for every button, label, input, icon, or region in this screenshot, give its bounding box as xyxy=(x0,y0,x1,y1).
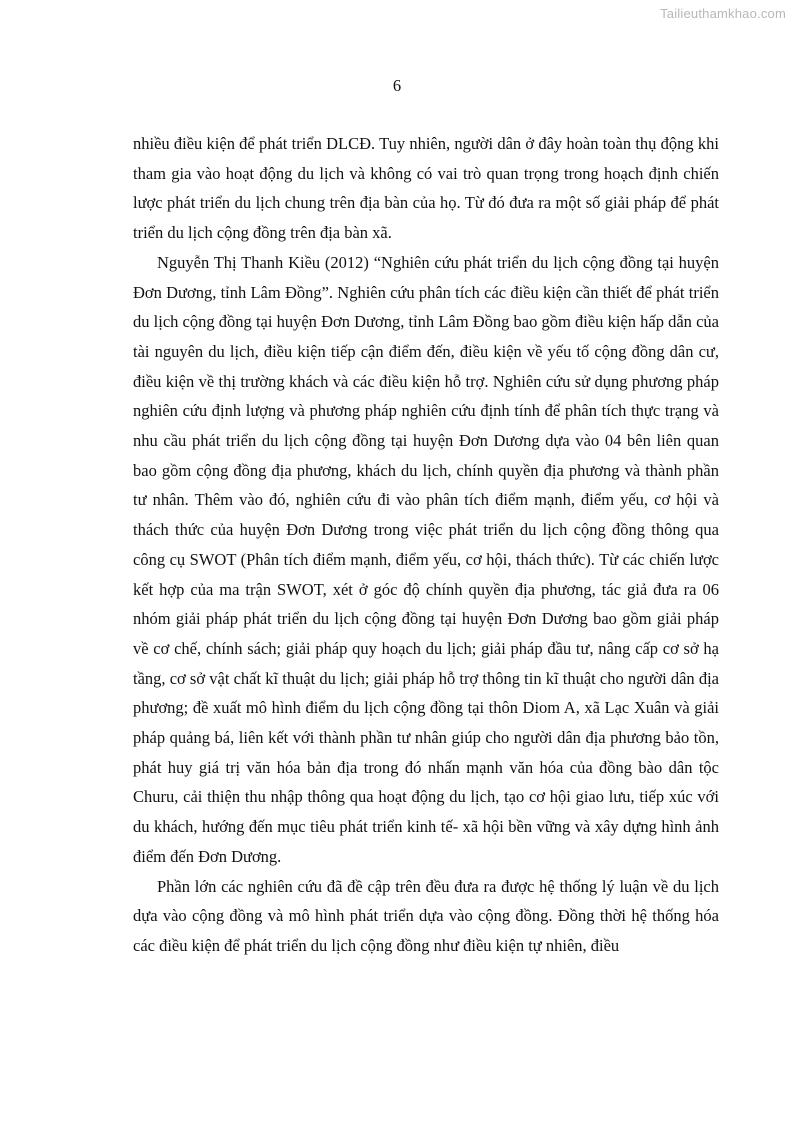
watermark-text: Tailieuthamkhao.com xyxy=(660,6,786,21)
document-body xyxy=(133,129,719,961)
paragraph-continuation: nhiều điều kiện để phát triển DLCĐ. Tuy nhiên, người dân ở đây hoàn toàn thụ động khi tham gia vào hoạt động du lịch và không có vai trò quan trọng trong hoạch định chiến lược phát triển du lịch chung trên địa bàn của họ. Từ đó đưa ra một số giải pháp để phát triển du lịch cộng đồng trên địa bàn xã. xyxy=(133,134,719,243)
paragraph-kieu-study: Nguyễn Thị Thanh Kiều (2012) “Nghiên cứu phát triển du lịch cộng đồng tại huyện Đơn Dương, tỉnh Lâm Đồng”. Nghiên cứu phân tích các điều kiện cần thiết để phát triển du lịch cộng đồng tại huyện Đơn Dương, tỉnh Lâm Đồng bao gồm điều kiện hấp dẫn của tài nguyên du lịch, điều kiện tiếp cận điểm đến, điều kiện về yếu tố cộng đồng dân cư, điều kiện về thị trường khách và các điều kiện hỗ trợ. Nghiên cứu sử dụng phương pháp nghiên cứu định lượng và phương pháp nghiên cứu định tính để phân tích thực trạng và nhu cầu phát triển du lịch cộng đồng tại huyện Đơn Dương dựa vào 04 bên liên quan bao gồm cộng đồng địa phương, khách du lịch, chính quyền địa phương và thành phần tư nhân. Thêm vào đó, nghiên cứu đi vào phân tích điểm mạnh, điểm yếu, cơ hội và thách thức của huyện Đơn Dương trong việc phát triển du lịch cộng đồng thông qua công cụ SWOT (Phân tích điểm mạnh, điểm yếu, cơ hội, thách thức). Từ các chiến lược kết hợp của ma trận SWOT, xét ở góc độ chính quyền địa phương, tác giả đưa ra 06 nhóm giải pháp phát triển du lịch cộng đồng tại huyện Đơn Dương bao gồm giải pháp về cơ chế, chính sách; giải pháp quy hoạch du lịch; giải pháp đầu tư, nâng cấp cơ sở hạ tầng, cơ sở vật chất kĩ thuật du lịch; giải pháp hỗ trợ thông tin kĩ thuật cho người dân địa phương; đề xuất mô hình điểm du lịch cộng đồng tại thôn Diom A, xã Lạc Xuân và giải pháp quảng bá, liên kết với thành phần tư nhân giúp cho người dân địa phương bảo tồn, phát huy giá trị văn hóa bản địa trong đó nhấn mạnh văn hóa của đồng bào dân tộc Churu, cải thiện thu nhập thông qua hoạt động du lịch, tạo cơ hội giao lưu, tiếp xúc với du khách, hướng đến mục tiêu phát triển kinh tế- xã hội bền vững và xây dựng hình ảnh điểm đến Đơn Dương. xyxy=(133,252,719,866)
page-number: 6 xyxy=(392,76,402,95)
paragraph-summary: Phần lớn các nghiên cứu đã đề cập trên đều đưa ra được hệ thống lý luận về du lịch dựa vào cộng đồng và mô hình phát triển dựa vào cộng đồng. Đồng thời hệ thống hóa các điều kiện để phát triển du lịch cộng đồng như điều kiện tự nhiên, điều xyxy=(133,876,719,955)
